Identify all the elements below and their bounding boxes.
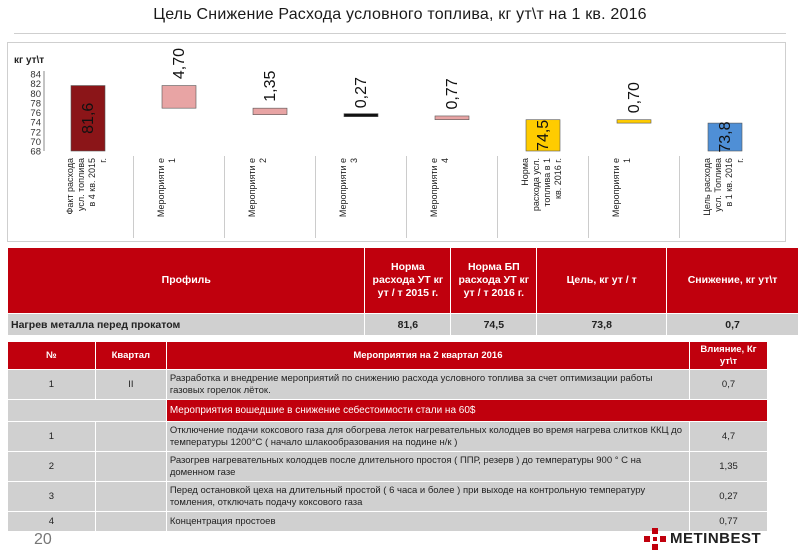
bar-value-label: 1,35 (262, 70, 279, 102)
bar-value-label: 73,8 (717, 121, 734, 153)
x-category-label: 1 (622, 158, 632, 164)
chart-bar (344, 114, 378, 117)
y-tick-label: 70 (30, 136, 41, 148)
profile-row (8, 314, 799, 336)
bar-value-label: 81,6 (80, 102, 97, 134)
profile-cell: Нагрев металла перед прокатом (8, 314, 365, 336)
measure-impact: 1,35 (690, 452, 768, 482)
chart-bar (253, 108, 287, 114)
x-category-label: г. (98, 158, 108, 163)
y-tick-label: 80 (30, 88, 41, 100)
x-category-label: Мероприяти е (611, 158, 621, 218)
x-category-label: Мероприяти е (429, 158, 439, 218)
profile-cell: 81,6 (365, 314, 451, 336)
measure-description: Разогрев нагревательных колодцев после длительного простоя ( ППР, резерв ) до температуры 900 ° С на доменном газе (166, 452, 689, 482)
bar-value-label: 0,77 (444, 78, 461, 110)
profile-cell: 73,8 (537, 314, 667, 336)
y-tick-label: 74 (30, 117, 41, 129)
x-category-label: Факт расхода (65, 158, 75, 215)
measure-impact: 0,27 (690, 482, 768, 512)
y-tick-label: 72 (30, 127, 41, 139)
x-category-label: Норма (520, 158, 530, 186)
chart-bar (617, 120, 651, 123)
measure-number: 2 (8, 452, 96, 482)
bar-value-label: 0,70 (626, 82, 643, 114)
x-category-label: в 4 кв. 2015 (87, 158, 97, 207)
chart-svg (8, 43, 787, 243)
x-category-label: Мероприяти е (247, 158, 257, 218)
page-number: 20 (34, 531, 52, 548)
measure-quarter (95, 482, 166, 512)
chart-bar (435, 116, 469, 120)
y-tick-label: 76 (30, 108, 41, 119)
y-tick-label: 84 (30, 69, 41, 81)
measures-header-row (8, 342, 768, 370)
measure-quarter (95, 452, 166, 482)
measure-number: 4 (8, 512, 96, 532)
measures-header-cell: Влияние, Кг ут\т (690, 342, 768, 370)
metinvest-logo-icon (644, 528, 666, 550)
measures-header-cell: Мероприятия на 2 квартал 2016 (166, 342, 689, 370)
bar-value-label: 74,5 (535, 119, 552, 151)
profile-cell: 0,7 (667, 314, 799, 336)
measure-description: Разработка и внедрение мероприятий по снижению расхода условного топлива за счет оптимизации работы газовых горелок лёток. (166, 370, 689, 400)
page-title: Цель Снижение Расхода условного топлива, кг ут\т на 1 кв. 2016 (153, 6, 647, 23)
x-category-label: 1 (167, 158, 177, 164)
bar-value-label: 4,70 (171, 47, 188, 80)
x-category-label: 2 (258, 158, 268, 164)
profile-cell: 74,5 (451, 314, 537, 336)
measure-number: 1 (8, 422, 96, 452)
measure-quarter (95, 512, 166, 532)
subheader-blank (8, 400, 167, 422)
measures-table (7, 341, 768, 532)
measure-impact: 4,7 (690, 422, 768, 452)
measure-impact: 0,77 (690, 512, 768, 532)
x-category-label: г. (735, 158, 745, 163)
x-category-label: Мероприяти е (156, 158, 166, 218)
measure-description: Концентрация простоев (166, 512, 689, 532)
company-logo (644, 528, 784, 550)
profile-table (7, 247, 799, 336)
x-category-label: топлива в 1 (542, 158, 552, 207)
measures-row (8, 370, 768, 400)
measure-description: Отключение подачи коксового газа для обогрева леток нагревательных колодцев во время нагрева слитков ККЦ до температуры 1200°С ( начало шлакообразования на подине н/к ) (166, 422, 689, 452)
profile-header-cell: Цель, кг ут / т (537, 248, 667, 314)
y-tick-label: 82 (30, 79, 41, 91)
x-category-label: расхода усл. (531, 158, 541, 212)
profile-header-cell: Профиль (8, 248, 365, 314)
x-category-label: Мероприяти е (338, 158, 348, 218)
x-category-label: кв. 2016 г. (553, 158, 563, 199)
measures-row (8, 452, 768, 482)
measure-number: 1 (8, 370, 96, 400)
measures-header-cell: № (8, 342, 96, 370)
logo-text: METINBEST (670, 530, 762, 547)
bar-value-label: 0,27 (353, 77, 370, 109)
measure-impact: 0,7 (690, 370, 768, 400)
x-category-label: 3 (349, 158, 359, 164)
measure-quarter: II (95, 370, 166, 400)
measures-row (8, 422, 768, 452)
x-category-label: Цель расхода (702, 158, 712, 216)
title-divider (14, 33, 786, 34)
measure-number: 3 (8, 482, 96, 512)
measure-quarter (95, 422, 166, 452)
measures-header-cell: Квартал (95, 342, 166, 370)
chart-bar (162, 86, 196, 109)
profile-header-cell: Снижение, кг ут\т (667, 248, 799, 314)
profile-header-row (8, 248, 799, 314)
waterfall-chart (7, 42, 786, 242)
y-tick-label: 78 (30, 98, 41, 110)
measures-row (8, 482, 768, 512)
x-category-label: 4 (440, 158, 450, 164)
x-category-label: в 1 кв. 2016 (724, 158, 734, 207)
measure-description: Перед остановкой цеха на длительный простой ( 6 часа и более ) при выходе на контрольную температуру томления, отключать подачу коксового газа (166, 482, 689, 512)
y-tick-label: 68 (30, 146, 41, 158)
x-category-label: усл. топлива (76, 158, 86, 212)
measures-subheader: Мероприятия вошедшие в снижение себестоимости стали на 60$ (166, 400, 767, 422)
profile-header-cell: Норма БП расхода УТ кг ут / т 2016 г. (451, 248, 537, 314)
y-axis-label: кг ут\т (14, 55, 45, 66)
profile-header-cell: Норма расхода УТ кг ут / т 2015 г. (365, 248, 451, 314)
measures-subheader-row (8, 400, 768, 422)
x-category-label: усл. Топлива (713, 158, 723, 212)
